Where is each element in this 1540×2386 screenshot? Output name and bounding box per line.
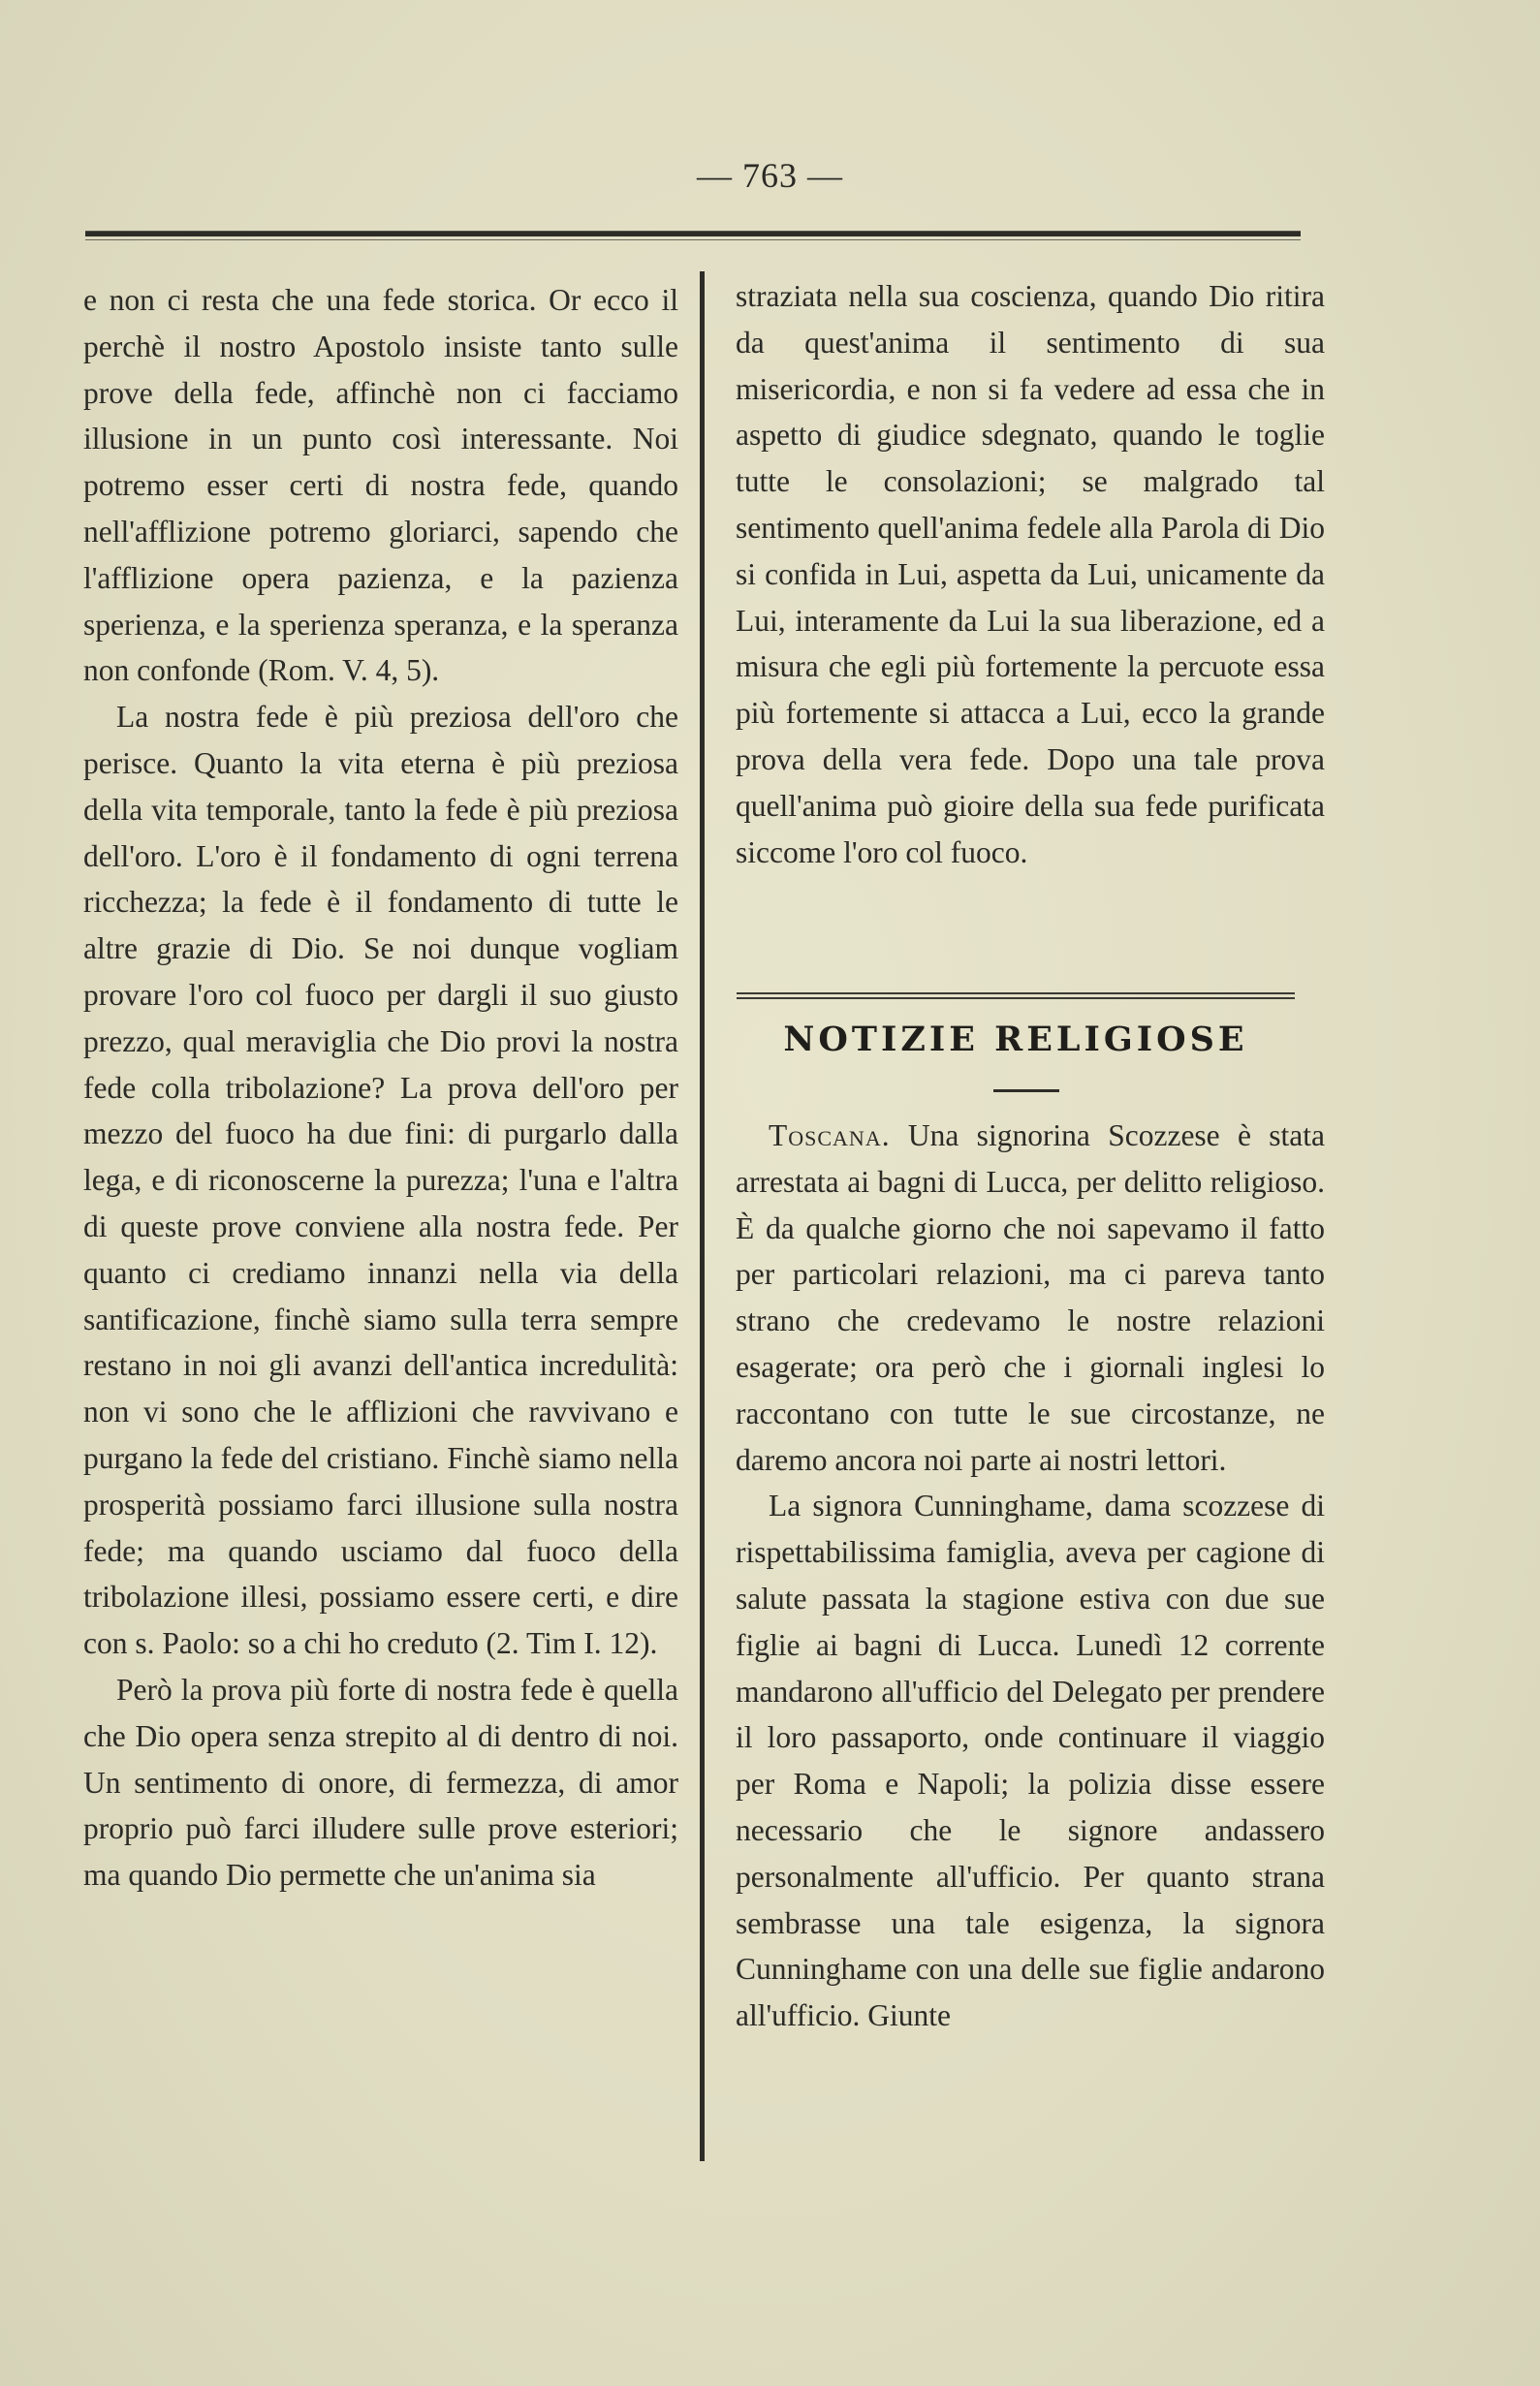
page-number: — 763 — (697, 156, 843, 195)
left-paragraph-1: e non ci resta che una fede storica. Or ecco il perchè il nostro Apostolo insiste tanto sulle prove della fede, affinchè non ci facciamo illusione in un punto così interessante. Noi potremo esser certi di nostra fede, quando nell'afflizione potremo gloriarci, sapendo che l'afflizione opera pazienza, e la pazienza sperienza, e la sperienza speranza, e la speranza non confonde (Rom. V. 4, 5). (83, 283, 678, 688)
news-lead-place: Toscana. (769, 1118, 891, 1152)
news-paragraph-1-text: Una signorina Scozzese è stata arrestata ai bagni di Lucca, per delitto religioso. È da qualche giorno che noi sapevamo il fatto per particolari relazioni, ma ci pareva tanto strano che credevamo le nostre relazioni esagerate; ora però che i giornali inglesi lo raccontano con tutte le sue circostanze, ne daremo ancora noi parte ai nostri lettori. (736, 1118, 1325, 1477)
header-rule-thin (85, 239, 1301, 240)
section-heading: NOTIZIE RELIGIOSE (783, 1020, 1248, 1059)
column-divider (700, 271, 705, 2161)
right-paragraph-1: straziata nella sua coscienza, quando Dio ritira da quest'anima il sentimento di sua misericordia, e non si fa vedere ad essa che in aspetto di giudice sdegnato, quando le toglie tutte le consolazioni; se malgrado tal sentimento quell'anima fedele alla Parola di Dio si confida in Lui, aspetta da Lui, unicamente da Lui, interamente da Lui la sua liberazione, ed a misura che egli più fortemente la percuote essa più fortemente si attacca a Lui, ecco la grande prova della vera fede. Dopo una tale prova quell'anima può gioire della sua fede purificata siccome l'oro col fuoco. (736, 279, 1325, 869)
header-rule (85, 231, 1301, 236)
left-column (83, 277, 678, 1899)
news-paragraph-2: La signora Cunninghame, dama scozzese di rispettabilissima famiglia, aveva per cagione di salute passata la stagione estiva con due sue figlie ai bagni di Lucca. Lunedì 12 corrente mandarono all'ufficio del Delegato per prendere il loro passaporto, onde continuare il viaggio per Roma e Napoli; la polizia disse essere necessario che le signore andassero personalmente all'ufficio. Per quanto strana sembrasse una tale esigenza, la signora Cunninghame con una delle sue figlie andarono all'ufficio. Giunte (736, 1489, 1325, 2033)
left-paragraph-2: La nostra fede è più preziosa dell'oro che perisce. Quanto la vita eterna è più preziosa della vita temporale, tanto la fede è più preziosa dell'oro. L'oro è il fondamento di ogni terrena ricchezza; la fede è il fondamento di tutte le altre grazie di Dio. Se noi dunque vogliam provare l'oro col fuoco per dargli il suo giusto prezzo, qual meraviglia che Dio provi la nostra fede colla tribolazione? La prova dell'oro per mezzo del fuoco ha due fini: di purgarlo dalla lega, e di riconoscerne la purezza; l'una e l'altra di queste prove conviene alla nostra fede. Per quanto ci crediamo innanzi nella via della santificazione, finchè siamo sulla terra sempre restano in noi gli avanzi dell'antica incredulità: non vi sono che le afflizioni che ravvivano e purgano la fede del cristiano. Finchè siamo nella prosperità possiamo farci illusione sulla nostra fede; ma quando usciamo dal fuoco della tribolazione illesi, possiamo essere certi, e dire con s. Paolo: so a chi ho creduto (2. Tim I. 12). (83, 700, 678, 1661)
news-paragraph-1 (736, 1113, 1325, 1483)
section-rule (737, 992, 1295, 999)
right-column-top (736, 273, 1325, 875)
news-column (736, 1113, 1325, 2039)
section-heading-dash (993, 1089, 1059, 1092)
left-paragraph-3: Però la prova più forte di nostra fede è quella che Dio opera senza strepito al di dentro di noi. Un sentimento di onore, di fermezza, di amor proprio può farci illudere sulle prove esteriori; ma quando Dio permette che un'anima sia (83, 1672, 678, 1893)
